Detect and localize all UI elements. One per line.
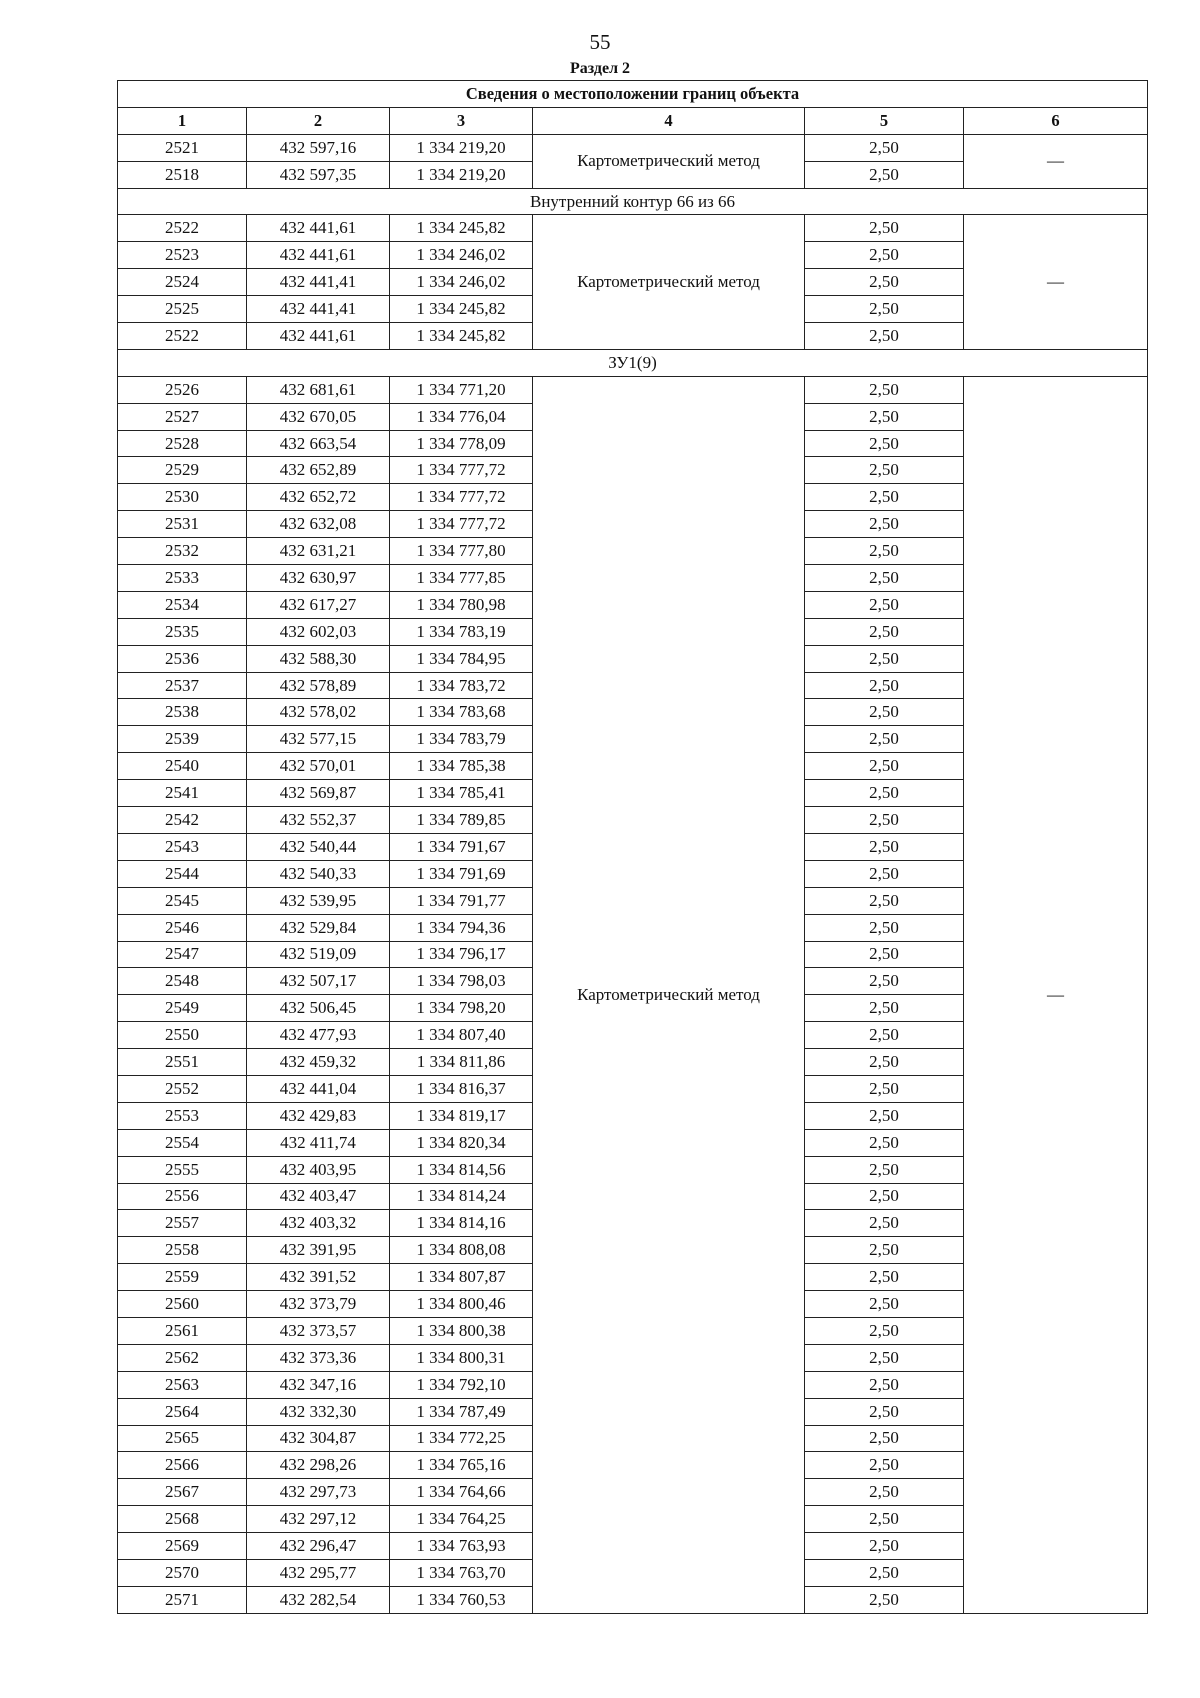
accuracy-cell: 2,50 (805, 403, 964, 430)
accuracy-cell: 2,50 (805, 672, 964, 699)
y-coordinate-cell: 1 334 789,85 (390, 807, 533, 834)
x-coordinate-cell: 432 569,87 (247, 780, 390, 807)
accuracy-cell: 2,50 (805, 1156, 964, 1183)
x-coordinate-cell: 432 602,03 (247, 618, 390, 645)
point-number-cell: 2561 (118, 1317, 247, 1344)
point-number-cell: 2544 (118, 860, 247, 887)
y-coordinate-cell: 1 334 783,79 (390, 726, 533, 753)
point-number-cell: 2523 (118, 242, 247, 269)
table-row (118, 134, 1148, 161)
y-coordinate-cell: 1 334 814,16 (390, 1210, 533, 1237)
point-number-cell: 2560 (118, 1291, 247, 1318)
x-coordinate-cell: 432 411,74 (247, 1129, 390, 1156)
accuracy-cell: 2,50 (805, 1452, 964, 1479)
accuracy-cell: 2,50 (805, 1183, 964, 1210)
y-coordinate-cell: 1 334 792,10 (390, 1371, 533, 1398)
accuracy-cell: 2,50 (805, 1022, 964, 1049)
group-label: Внутренний контур 66 из 66 (118, 188, 1148, 215)
column-header: 6 (964, 107, 1148, 134)
accuracy-cell: 2,50 (805, 1344, 964, 1371)
x-coordinate-cell: 432 540,33 (247, 860, 390, 887)
y-coordinate-cell: 1 334 246,02 (390, 269, 533, 296)
accuracy-cell: 2,50 (805, 591, 964, 618)
x-coordinate-cell: 432 507,17 (247, 968, 390, 995)
x-coordinate-cell: 432 297,12 (247, 1506, 390, 1533)
point-number-cell: 2540 (118, 753, 247, 780)
accuracy-cell: 2,50 (805, 215, 964, 242)
accuracy-cell: 2,50 (805, 914, 964, 941)
x-coordinate-cell: 432 373,57 (247, 1317, 390, 1344)
y-coordinate-cell: 1 334 800,46 (390, 1291, 533, 1318)
point-number-cell: 2559 (118, 1264, 247, 1291)
column-6-cell: — (964, 376, 1148, 1613)
point-number-cell: 2530 (118, 484, 247, 511)
x-coordinate-cell: 432 391,52 (247, 1264, 390, 1291)
point-number-cell: 2555 (118, 1156, 247, 1183)
y-coordinate-cell: 1 334 794,36 (390, 914, 533, 941)
accuracy-cell: 2,50 (805, 565, 964, 592)
accuracy-cell: 2,50 (805, 726, 964, 753)
y-coordinate-cell: 1 334 778,09 (390, 430, 533, 457)
point-number-cell: 2532 (118, 538, 247, 565)
x-coordinate-cell: 432 441,04 (247, 1075, 390, 1102)
accuracy-cell: 2,50 (805, 161, 964, 188)
table-caption-row (118, 81, 1148, 108)
x-coordinate-cell: 432 506,45 (247, 995, 390, 1022)
point-number-cell: 2564 (118, 1398, 247, 1425)
x-coordinate-cell: 432 441,61 (247, 242, 390, 269)
y-coordinate-cell: 1 334 800,31 (390, 1344, 533, 1371)
y-coordinate-cell: 1 334 791,69 (390, 860, 533, 887)
point-number-cell: 2553 (118, 1102, 247, 1129)
method-cell: Картометрический метод (533, 376, 805, 1613)
accuracy-cell: 2,50 (805, 457, 964, 484)
point-number-cell: 2521 (118, 134, 247, 161)
x-coordinate-cell: 432 441,41 (247, 269, 390, 296)
group-label: ЗУ1(9) (118, 349, 1148, 376)
point-number-cell: 2529 (118, 457, 247, 484)
accuracy-cell: 2,50 (805, 430, 964, 457)
y-coordinate-cell: 1 334 765,16 (390, 1452, 533, 1479)
y-coordinate-cell: 1 334 791,67 (390, 833, 533, 860)
point-number-cell: 2547 (118, 941, 247, 968)
point-number-cell: 2537 (118, 672, 247, 699)
x-coordinate-cell: 432 588,30 (247, 645, 390, 672)
y-coordinate-cell: 1 334 819,17 (390, 1102, 533, 1129)
x-coordinate-cell: 432 632,08 (247, 511, 390, 538)
column-header: 3 (390, 107, 533, 134)
point-number-cell: 2563 (118, 1371, 247, 1398)
y-coordinate-cell: 1 334 777,72 (390, 511, 533, 538)
section-title: Раздел 2 (569, 60, 631, 77)
accuracy-cell: 2,50 (805, 968, 964, 995)
point-number-cell: 2570 (118, 1559, 247, 1586)
point-number-cell: 2571 (118, 1586, 247, 1613)
column-header: 4 (533, 107, 805, 134)
point-number-cell: 2556 (118, 1183, 247, 1210)
x-coordinate-cell: 432 391,95 (247, 1237, 390, 1264)
point-number-cell: 2533 (118, 565, 247, 592)
point-number-cell: 2539 (118, 726, 247, 753)
x-coordinate-cell: 432 403,95 (247, 1156, 390, 1183)
accuracy-cell: 2,50 (805, 296, 964, 323)
point-number-cell: 2550 (118, 1022, 247, 1049)
point-number-cell: 2528 (118, 430, 247, 457)
point-number-cell: 2522 (118, 323, 247, 350)
point-number-cell: 2545 (118, 887, 247, 914)
point-number-cell: 2568 (118, 1506, 247, 1533)
y-coordinate-cell: 1 334 820,34 (390, 1129, 533, 1156)
point-number-cell: 2527 (118, 403, 247, 430)
x-coordinate-cell: 432 429,83 (247, 1102, 390, 1129)
x-coordinate-cell: 432 296,47 (247, 1533, 390, 1560)
y-coordinate-cell: 1 334 807,40 (390, 1022, 533, 1049)
accuracy-cell: 2,50 (805, 484, 964, 511)
accuracy-cell: 2,50 (805, 323, 964, 350)
accuracy-cell: 2,50 (805, 1049, 964, 1076)
y-coordinate-cell: 1 334 785,38 (390, 753, 533, 780)
y-coordinate-cell: 1 334 777,80 (390, 538, 533, 565)
x-coordinate-cell: 432 332,30 (247, 1398, 390, 1425)
x-coordinate-cell: 432 519,09 (247, 941, 390, 968)
x-coordinate-cell: 432 477,93 (247, 1022, 390, 1049)
column-6-cell: — (964, 134, 1148, 188)
y-coordinate-cell: 1 334 764,25 (390, 1506, 533, 1533)
accuracy-cell: 2,50 (805, 1075, 964, 1102)
x-coordinate-cell: 432 597,16 (247, 134, 390, 161)
x-coordinate-cell: 432 578,02 (247, 699, 390, 726)
accuracy-cell: 2,50 (805, 1586, 964, 1613)
x-coordinate-cell: 432 577,15 (247, 726, 390, 753)
y-coordinate-cell: 1 334 776,04 (390, 403, 533, 430)
y-coordinate-cell: 1 334 783,72 (390, 672, 533, 699)
accuracy-cell: 2,50 (805, 511, 964, 538)
accuracy-cell: 2,50 (805, 887, 964, 914)
accuracy-cell: 2,50 (805, 242, 964, 269)
x-coordinate-cell: 432 652,72 (247, 484, 390, 511)
table-body (118, 134, 1148, 1613)
y-coordinate-cell: 1 334 807,87 (390, 1264, 533, 1291)
point-number-cell: 2531 (118, 511, 247, 538)
accuracy-cell: 2,50 (805, 1291, 964, 1318)
point-number-cell: 2562 (118, 1344, 247, 1371)
accuracy-cell: 2,50 (805, 995, 964, 1022)
point-number-cell: 2535 (118, 618, 247, 645)
y-coordinate-cell: 1 334 783,68 (390, 699, 533, 726)
point-number-cell: 2565 (118, 1425, 247, 1452)
method-cell: Картометрический метод (533, 215, 805, 349)
y-coordinate-cell: 1 334 245,82 (390, 296, 533, 323)
y-coordinate-cell: 1 334 784,95 (390, 645, 533, 672)
accuracy-cell: 2,50 (805, 376, 964, 403)
accuracy-cell: 2,50 (805, 1264, 964, 1291)
x-coordinate-cell: 432 403,47 (247, 1183, 390, 1210)
accuracy-cell: 2,50 (805, 618, 964, 645)
x-coordinate-cell: 432 347,16 (247, 1371, 390, 1398)
accuracy-cell: 2,50 (805, 1210, 964, 1237)
y-coordinate-cell: 1 334 796,17 (390, 941, 533, 968)
y-coordinate-cell: 1 334 798,03 (390, 968, 533, 995)
point-number-cell: 2522 (118, 215, 247, 242)
x-coordinate-cell: 432 282,54 (247, 1586, 390, 1613)
group-label-row (118, 188, 1148, 215)
accuracy-cell: 2,50 (805, 807, 964, 834)
point-number-cell: 2566 (118, 1452, 247, 1479)
accuracy-cell: 2,50 (805, 941, 964, 968)
accuracy-cell: 2,50 (805, 1317, 964, 1344)
x-coordinate-cell: 432 403,32 (247, 1210, 390, 1237)
point-number-cell: 2524 (118, 269, 247, 296)
column-header: 5 (805, 107, 964, 134)
point-number-cell: 2549 (118, 995, 247, 1022)
x-coordinate-cell: 432 441,61 (247, 215, 390, 242)
page-number: 55 (589, 30, 611, 54)
y-coordinate-cell: 1 334 760,53 (390, 1586, 533, 1613)
y-coordinate-cell: 1 334 219,20 (390, 161, 533, 188)
column-header: 2 (247, 107, 390, 134)
table-caption: Сведения о местоположении границ объекта (118, 81, 1148, 108)
y-coordinate-cell: 1 334 245,82 (390, 215, 533, 242)
accuracy-cell: 2,50 (805, 699, 964, 726)
accuracy-cell: 2,50 (805, 780, 964, 807)
y-coordinate-cell: 1 334 219,20 (390, 134, 533, 161)
point-number-cell: 2534 (118, 591, 247, 618)
column-header: 1 (118, 107, 247, 134)
x-coordinate-cell: 432 295,77 (247, 1559, 390, 1586)
y-coordinate-cell: 1 334 814,24 (390, 1183, 533, 1210)
y-coordinate-cell: 1 334 764,66 (390, 1479, 533, 1506)
x-coordinate-cell: 432 529,84 (247, 914, 390, 941)
x-coordinate-cell: 432 304,87 (247, 1425, 390, 1452)
column-header-row (118, 107, 1148, 134)
point-number-cell: 2551 (118, 1049, 247, 1076)
x-coordinate-cell: 432 373,36 (247, 1344, 390, 1371)
y-coordinate-cell: 1 334 783,19 (390, 618, 533, 645)
point-number-cell: 2557 (118, 1210, 247, 1237)
x-coordinate-cell: 432 597,35 (247, 161, 390, 188)
point-number-cell: 2552 (118, 1075, 247, 1102)
y-coordinate-cell: 1 334 800,38 (390, 1317, 533, 1344)
method-cell: Картометрический метод (533, 134, 805, 188)
group-label-row (118, 349, 1148, 376)
accuracy-cell: 2,50 (805, 1398, 964, 1425)
x-coordinate-cell: 432 540,44 (247, 833, 390, 860)
x-coordinate-cell: 432 441,61 (247, 323, 390, 350)
x-coordinate-cell: 432 670,05 (247, 403, 390, 430)
x-coordinate-cell: 432 631,21 (247, 538, 390, 565)
y-coordinate-cell: 1 334 814,56 (390, 1156, 533, 1183)
y-coordinate-cell: 1 334 771,20 (390, 376, 533, 403)
accuracy-cell: 2,50 (805, 538, 964, 565)
y-coordinate-cell: 1 334 772,25 (390, 1425, 533, 1452)
x-coordinate-cell: 432 539,95 (247, 887, 390, 914)
point-number-cell: 2536 (118, 645, 247, 672)
accuracy-cell: 2,50 (805, 1479, 964, 1506)
point-number-cell: 2554 (118, 1129, 247, 1156)
x-coordinate-cell: 432 652,89 (247, 457, 390, 484)
y-coordinate-cell: 1 334 811,86 (390, 1049, 533, 1076)
y-coordinate-cell: 1 334 777,85 (390, 565, 533, 592)
x-coordinate-cell: 432 552,37 (247, 807, 390, 834)
accuracy-cell: 2,50 (805, 1559, 964, 1586)
y-coordinate-cell: 1 334 245,82 (390, 323, 533, 350)
point-number-cell: 2542 (118, 807, 247, 834)
accuracy-cell: 2,50 (805, 1102, 964, 1129)
point-number-cell: 2567 (118, 1479, 247, 1506)
point-number-cell: 2541 (118, 780, 247, 807)
x-coordinate-cell: 432 298,26 (247, 1452, 390, 1479)
y-coordinate-cell: 1 334 798,20 (390, 995, 533, 1022)
table-row (118, 376, 1148, 403)
accuracy-cell: 2,50 (805, 645, 964, 672)
accuracy-cell: 2,50 (805, 134, 964, 161)
accuracy-cell: 2,50 (805, 1506, 964, 1533)
point-number-cell: 2518 (118, 161, 247, 188)
y-coordinate-cell: 1 334 785,41 (390, 780, 533, 807)
point-number-cell: 2526 (118, 376, 247, 403)
point-number-cell: 2558 (118, 1237, 247, 1264)
y-coordinate-cell: 1 334 246,02 (390, 242, 533, 269)
point-number-cell: 2543 (118, 833, 247, 860)
point-number-cell: 2525 (118, 296, 247, 323)
x-coordinate-cell: 432 441,41 (247, 296, 390, 323)
y-coordinate-cell: 1 334 777,72 (390, 457, 533, 484)
accuracy-cell: 2,50 (805, 1425, 964, 1452)
x-coordinate-cell: 432 681,61 (247, 376, 390, 403)
accuracy-cell: 2,50 (805, 269, 964, 296)
coordinates-table (117, 80, 1148, 1614)
accuracy-cell: 2,50 (805, 753, 964, 780)
point-number-cell: 2538 (118, 699, 247, 726)
x-coordinate-cell: 432 459,32 (247, 1049, 390, 1076)
y-coordinate-cell: 1 334 816,37 (390, 1075, 533, 1102)
point-number-cell: 2548 (118, 968, 247, 995)
accuracy-cell: 2,50 (805, 1237, 964, 1264)
accuracy-cell: 2,50 (805, 1129, 964, 1156)
x-coordinate-cell: 432 373,79 (247, 1291, 390, 1318)
y-coordinate-cell: 1 334 777,72 (390, 484, 533, 511)
point-number-cell: 2569 (118, 1533, 247, 1560)
x-coordinate-cell: 432 297,73 (247, 1479, 390, 1506)
y-coordinate-cell: 1 334 791,77 (390, 887, 533, 914)
accuracy-cell: 2,50 (805, 860, 964, 887)
x-coordinate-cell: 432 570,01 (247, 753, 390, 780)
column-6-cell: — (964, 215, 1148, 349)
y-coordinate-cell: 1 334 808,08 (390, 1237, 533, 1264)
x-coordinate-cell: 432 578,89 (247, 672, 390, 699)
x-coordinate-cell: 432 617,27 (247, 591, 390, 618)
accuracy-cell: 2,50 (805, 833, 964, 860)
accuracy-cell: 2,50 (805, 1371, 964, 1398)
accuracy-cell: 2,50 (805, 1533, 964, 1560)
x-coordinate-cell: 432 663,54 (247, 430, 390, 457)
x-coordinate-cell: 432 630,97 (247, 565, 390, 592)
y-coordinate-cell: 1 334 787,49 (390, 1398, 533, 1425)
y-coordinate-cell: 1 334 763,70 (390, 1559, 533, 1586)
y-coordinate-cell: 1 334 780,98 (390, 591, 533, 618)
y-coordinate-cell: 1 334 763,93 (390, 1533, 533, 1560)
point-number-cell: 2546 (118, 914, 247, 941)
table-row (118, 215, 1148, 242)
